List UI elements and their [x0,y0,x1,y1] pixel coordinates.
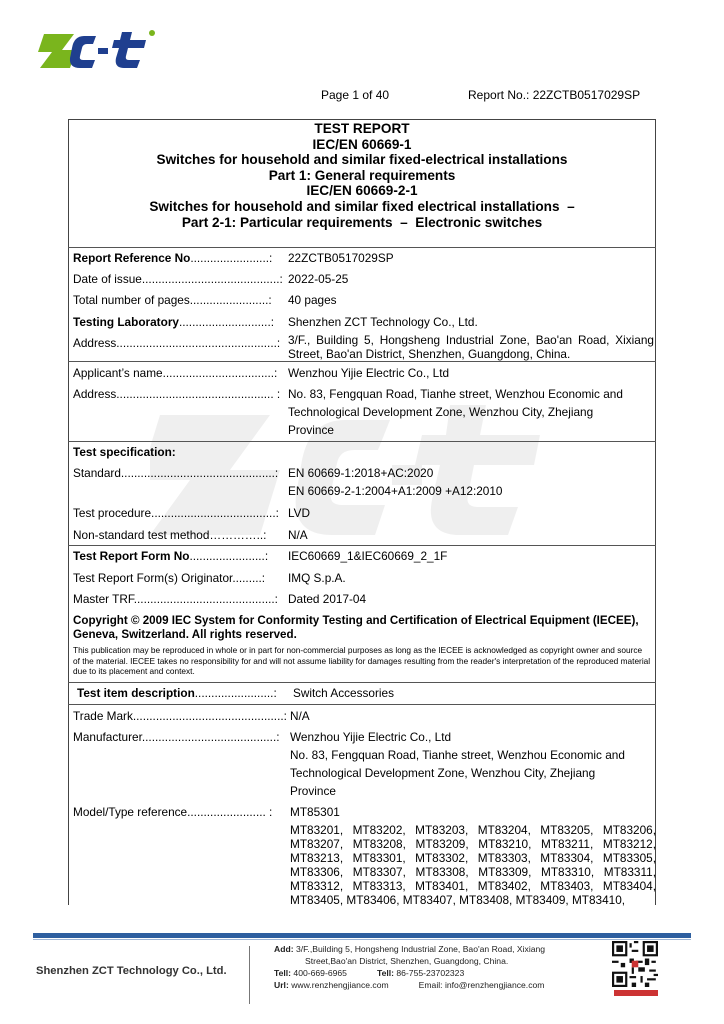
footer-bar [33,933,691,938]
model-value: MT85301 [290,805,340,819]
master-trf-label: Master TRF...........................................: [73,592,278,606]
pages-label: Total number of pages........................: [73,293,272,307]
trf-value: IEC60669_1&IEC60669_2_1F [288,549,448,563]
procedure-label: Test procedure......................................: [73,506,279,520]
copyright-statement: Copyright © 2009 IEC System for Conformity Testing and Certification of Electrical Equipment (IECEE), Geneva, Switzerland. All rights reserved. [73,614,639,641]
originator-label: Test Report Form(s) Originator.........: [73,571,266,585]
title-scope-1: Switches for household and similar fixed-electrical installations [156,152,568,168]
originator-value: IMQ S.p.A. [288,571,346,585]
title-part-1: Part 1: General requirements [268,167,456,183]
date-label: Date of issue..........................................: [73,272,283,286]
pages-value: 40 pages [288,293,337,307]
divider [68,247,656,248]
title-part-2: Part 2-1: Particular requirements – Electronic switches [181,214,543,230]
qr-caption-badge [614,990,658,996]
qr-code-icon [612,941,658,987]
footer-divider [249,946,250,1004]
applicant-address-label: Address................................................ : [73,387,281,401]
title-test-report: TEST REPORT [314,121,410,136]
lab-value: Shenzhen ZCT Technology Co., Ltd. [288,315,478,329]
report-ref-label: Report Reference No........................: [73,251,273,265]
divider [68,361,656,362]
model-list: MT83201, MT83202, MT83203, MT83204, MT83205, MT83206, MT83207, MT83208, MT83209, MT83210, MT83211, MT83212, MT83213, MT83301, MT83302, MT83303, MT83304, MT83305, MT83306, MT83307, MT83308, MT83309, MT83310, MT83311, MT83312, MT83313, MT83401, MT83402, MT83403, MT83404, MT83405, MT83406, MT83407, MT83408, MT83409, MT83410, [290,823,656,907]
trademark-label: Trade Mark..............................................: [73,709,287,723]
trf-label: Test Report Form No.......................: [73,549,269,563]
footer-contact-info: Add: 3/F.,Building 5, Hongsheng Industrial Zone, Bao'an Road, Xixiang Street,Bao'an District, Shenzhen, Guangdong, China. Tell: 400-669-6965 Tell: 86-755-23702323 Url: www.renzhengjiance.com Email: info@renzhengjiance.com [274,944,546,990]
manufacturer-label: Manufacturer.........................................: [73,730,280,744]
standard-label: Standard...............................................: [73,466,279,480]
trademark-value: N/A [290,709,310,723]
date-value: 2022-05-25 [288,272,349,286]
applicant-value: Wenzhou Yijie Electric Co., Ltd [288,366,450,380]
divider [68,545,656,546]
lab-label: Testing Laboratory............................: [73,315,275,329]
title-scope-2: Switches for household and similar fixed electrical installations – [149,198,575,214]
test-spec-heading: Test specification: [73,445,176,459]
item-desc-label: Test item description........................: [77,686,277,700]
footer-bar-thin [33,939,691,940]
applicant-label: Applicant’s name..................................: [73,366,278,380]
master-trf-value: Dated 2017-04 [288,592,367,606]
copyright-note: This publication may be reproduced in whole or in part for non-commercial purposes as long as the IECEE is acknowledged as copyright owner and source of the material. IECEE takes no responsibility for and will not assume liability for damages resulting from the reader's interpretation of the reproduced material due to its placement and context. [73,645,651,677]
title-standard-1: IEC/EN 60669-1 [312,136,412,152]
manufacturer-value: Wenzhou Yijie Electric Co., Ltd No. 83, Fengquan Road, Tianhe street, Wenzhou Economic and Technological Development Zone, Wenzhou City, Zhejiang Province [290,730,625,798]
report-ref-value: 22ZCTB0517029SP [288,251,394,265]
nonstd-value: N/A [288,528,308,542]
divider [68,682,656,683]
report-title-block [68,121,656,230]
procedure-value: LVD [288,506,311,520]
item-desc-value: Switch Accessories [293,686,394,700]
nonstd-label: Non-standard test method…………..: [73,528,267,542]
page-number: Page 1 of 40 [321,88,390,102]
standard-value: EN 60669-1:2018+AC:2020 EN 60669-2-1:2004+A1:2009 +A12:2010 [288,466,503,498]
lab-address-value: 3/F., Building 5, Hongsheng Industrial Zone, Bao'an Road, Xixiang Street, Bao'an District, Shenzhen, Guangdong, China. [288,333,654,361]
title-standard-2: IEC/EN 60669-2-1 [306,183,418,199]
report-number-header: Report No.: 22ZCTB0517029SP [468,88,641,102]
zct-logo [36,28,162,74]
model-label: Model/Type reference........................ : [73,805,273,819]
divider [68,441,656,442]
applicant-address-value: No. 83, Fengquan Road, Tianhe street, Wenzhou Economic and Technological Development Zone, Wenzhou City, Zhejiang Province [288,387,623,437]
lab-address-label: Address.................................................: [73,336,281,350]
divider [68,704,656,705]
footer-company-name: Shenzhen ZCT Technology Co., Ltd. [36,965,227,977]
